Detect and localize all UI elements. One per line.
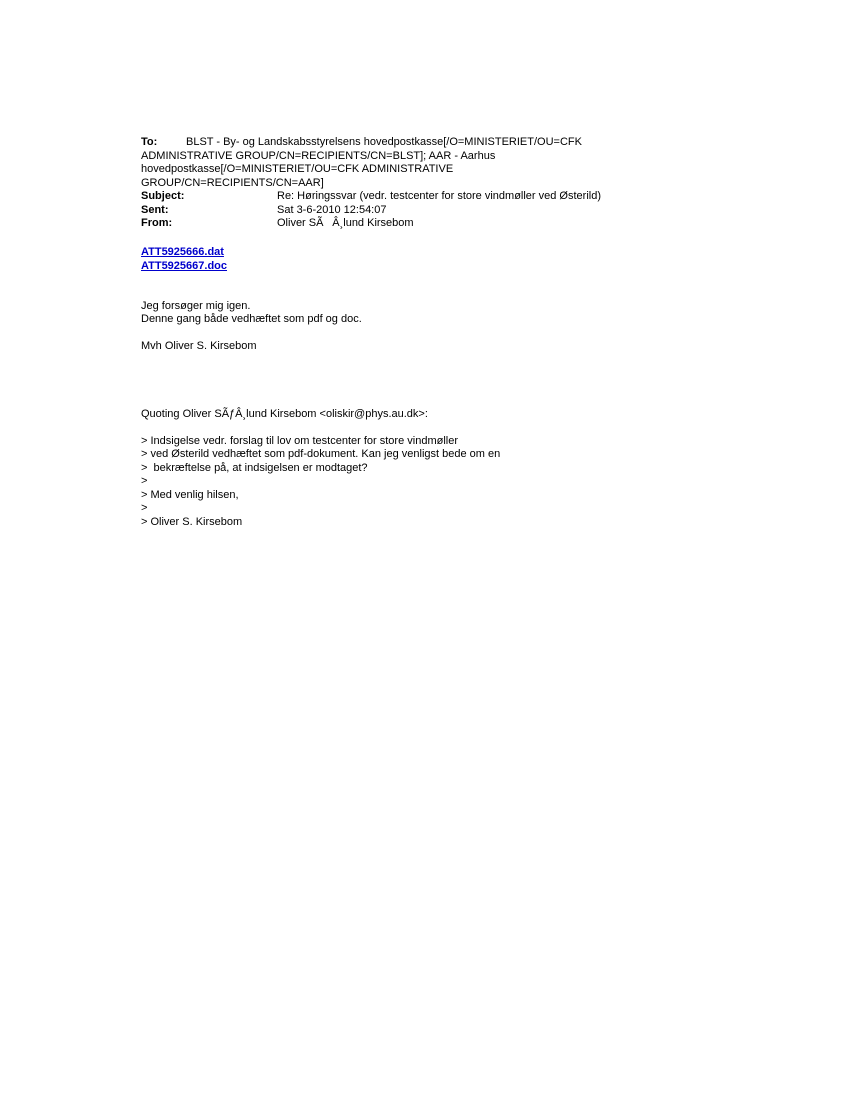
sent-row — [141, 204, 681, 218]
subject-row — [141, 190, 681, 204]
quote-intro: Quoting Oliver SÃƒÂ¸lund Kirsebom <oliskir@phys.au.dk>: — [141, 407, 428, 420]
body-line-1: Jeg forsøger mig igen. — [141, 299, 251, 312]
from-row — [141, 217, 681, 231]
body-line-2: Denne gang både vedhæftet som pdf og doc. — [141, 313, 362, 325]
to-line-1 — [141, 136, 661, 150]
subject-value: Re: Høringssvar (vedr. testcenter for store vindmøller ved Østerild) — [277, 190, 601, 202]
quoted-line-7: > Oliver S. Kirsebom — [141, 515, 243, 528]
from-value: Oliver SÃÂ¸lund Kirsebom — [277, 217, 414, 229]
quoted-line-3: > bekræftelse på, at indsigelsen er modtaget? — [141, 461, 368, 474]
subject-label: Subject: — [141, 190, 185, 202]
attachment-link-doc[interactable]: ATT5925667.doc — [141, 259, 228, 272]
to-value-line-1: BLST - By- og Landskabsstyrelsens hovedpostkasse[/O=MINISTERIET/OU=CFK — [186, 136, 582, 148]
sent-label: Sent: — [141, 203, 169, 216]
quoted-line-2: > ved Østerild vedhæftet som pdf-dokument. Kan jeg venligst bede om en — [141, 448, 501, 460]
to-value-line-2: ADMINISTRATIVE GROUP/CN=RECIPIENTS/CN=BLST]; AAR - Aarhus — [141, 149, 496, 162]
message-body — [141, 300, 681, 530]
attachment-link-dat[interactable]: ATT5925666.dat — [141, 245, 224, 258]
email-printout — [141, 136, 681, 529]
quoted-line-6: > — [141, 502, 148, 514]
quoted-line-1: > Indsigelse vedr. forslag til lov om testcenter for store vindmøller — [141, 434, 458, 447]
quoted-line-4: > — [141, 475, 148, 487]
to-value-line-4: GROUP/CN=RECIPIENTS/CN=AAR] — [141, 176, 324, 189]
to-field — [141, 136, 661, 190]
quoted-line-5: > Med venlig hilsen, — [141, 488, 239, 501]
sent-value: Sat 3-6-2010 12:54:07 — [277, 203, 387, 216]
from-label: From: — [141, 217, 173, 229]
to-value-line-3: hovedpostkasse[/O=MINISTERIET/OU=CFK ADMINISTRATIVE — [141, 163, 454, 175]
signature: Mvh Oliver S. Kirsebom — [141, 340, 257, 352]
to-label: To: — [141, 136, 158, 148]
attachments-list — [141, 245, 681, 273]
